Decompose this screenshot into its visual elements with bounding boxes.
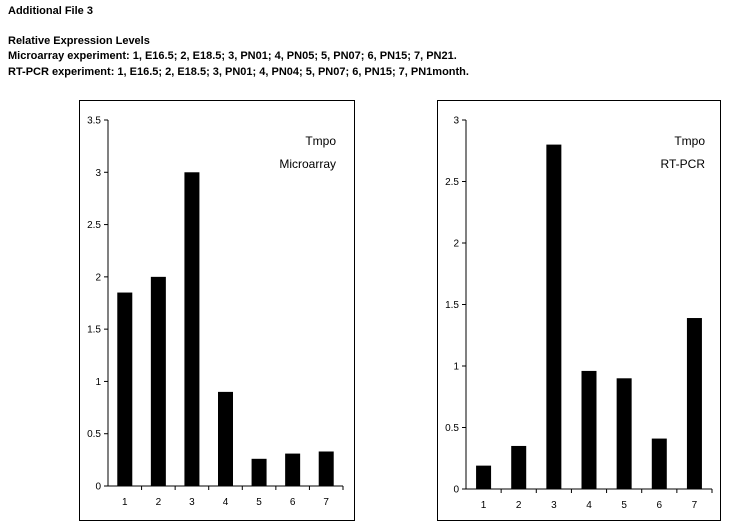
- rtpcr-x-tick-label: 6: [656, 500, 663, 511]
- microarray-y-tick-label: 0: [95, 481, 101, 493]
- microarray-chart-subtitle: Microarray: [279, 157, 336, 171]
- microarray-y-tick-label: 3: [95, 167, 101, 179]
- rtpcr-bar: [511, 446, 526, 489]
- rtpcr-x-tick-label: 3: [551, 500, 557, 511]
- microarray-chart-panel: [79, 100, 355, 521]
- microarray-bar: [151, 277, 166, 486]
- rtpcr-description: RT-PCR experiment: 1, E16.5; 2, E18.5; 3, PN01; 4, PN04; 5, PN07; 6, PN15; 7, PN1month.: [8, 66, 469, 78]
- microarray-y-tick-label: 3.5: [87, 115, 101, 127]
- rtpcr-chart-title: Tmpo: [674, 134, 705, 148]
- rtpcr-y-tick-label: 0: [453, 484, 459, 496]
- rtpcr-bar: [582, 371, 597, 489]
- rtpcr-x-tick-label: 5: [621, 500, 627, 511]
- microarray-bar: [218, 392, 233, 486]
- microarray-chart: [80, 101, 354, 520]
- rtpcr-y-tick-label: 2: [453, 238, 459, 250]
- rtpcr-bar: [617, 378, 632, 489]
- microarray-x-tick-label: 2: [155, 497, 162, 508]
- microarray-y-tick-label: 2.5: [87, 220, 101, 232]
- rtpcr-y-tick-label: 2.5: [445, 177, 459, 188]
- rtpcr-x-tick-label: 7: [691, 500, 698, 511]
- microarray-bar: [117, 293, 132, 486]
- microarray-x-tick-label: 6: [289, 497, 296, 508]
- rtpcr-x-tick-label: 2: [515, 500, 522, 511]
- microarray-y-tick-label: 1.5: [87, 324, 101, 336]
- rtpcr-bar: [476, 466, 491, 489]
- microarray-y-tick-label: 2: [95, 272, 101, 284]
- microarray-x-tick-label: 4: [222, 497, 229, 508]
- microarray-y-tick-label: 1: [95, 376, 101, 388]
- rtpcr-y-tick-label: 0.5: [445, 423, 459, 434]
- file-title: Additional File 3: [8, 5, 93, 17]
- microarray-bar: [184, 172, 199, 486]
- microarray-description: Microarray experiment: 1, E16.5; 2, E18.5; 3, PN01; 4, PN05; 5, PN07; 6, PN15; 7, PN21.: [8, 50, 457, 62]
- rtpcr-y-tick-label: 1.5: [445, 300, 459, 311]
- rtpcr-chart-panel: [437, 100, 721, 521]
- rtpcr-y-tick-label: 1: [453, 361, 459, 373]
- microarray-chart-title: Tmpo: [305, 134, 336, 148]
- microarray-x-tick-label: 7: [323, 497, 329, 508]
- rtpcr-x-tick-label: 4: [586, 500, 592, 511]
- microarray-bar: [285, 454, 300, 486]
- microarray-bar: [252, 459, 267, 486]
- microarray-x-tick-label: 3: [189, 497, 195, 508]
- rtpcr-bar: [652, 439, 667, 489]
- microarray-bar: [319, 451, 334, 486]
- microarray-x-tick-label: 5: [256, 497, 262, 508]
- rtpcr-chart: [438, 101, 720, 520]
- microarray-y-tick-label: 0.5: [87, 429, 101, 441]
- rtpcr-bar: [546, 145, 561, 489]
- microarray-x-tick-label: 1: [122, 497, 128, 508]
- rtpcr-chart-subtitle: RT-PCR: [660, 157, 705, 171]
- rtpcr-y-tick-label: 3: [453, 115, 459, 127]
- levels-title: Relative Expression Levels: [8, 35, 150, 47]
- rtpcr-bar: [687, 318, 702, 489]
- rtpcr-x-tick-label: 1: [480, 500, 487, 511]
